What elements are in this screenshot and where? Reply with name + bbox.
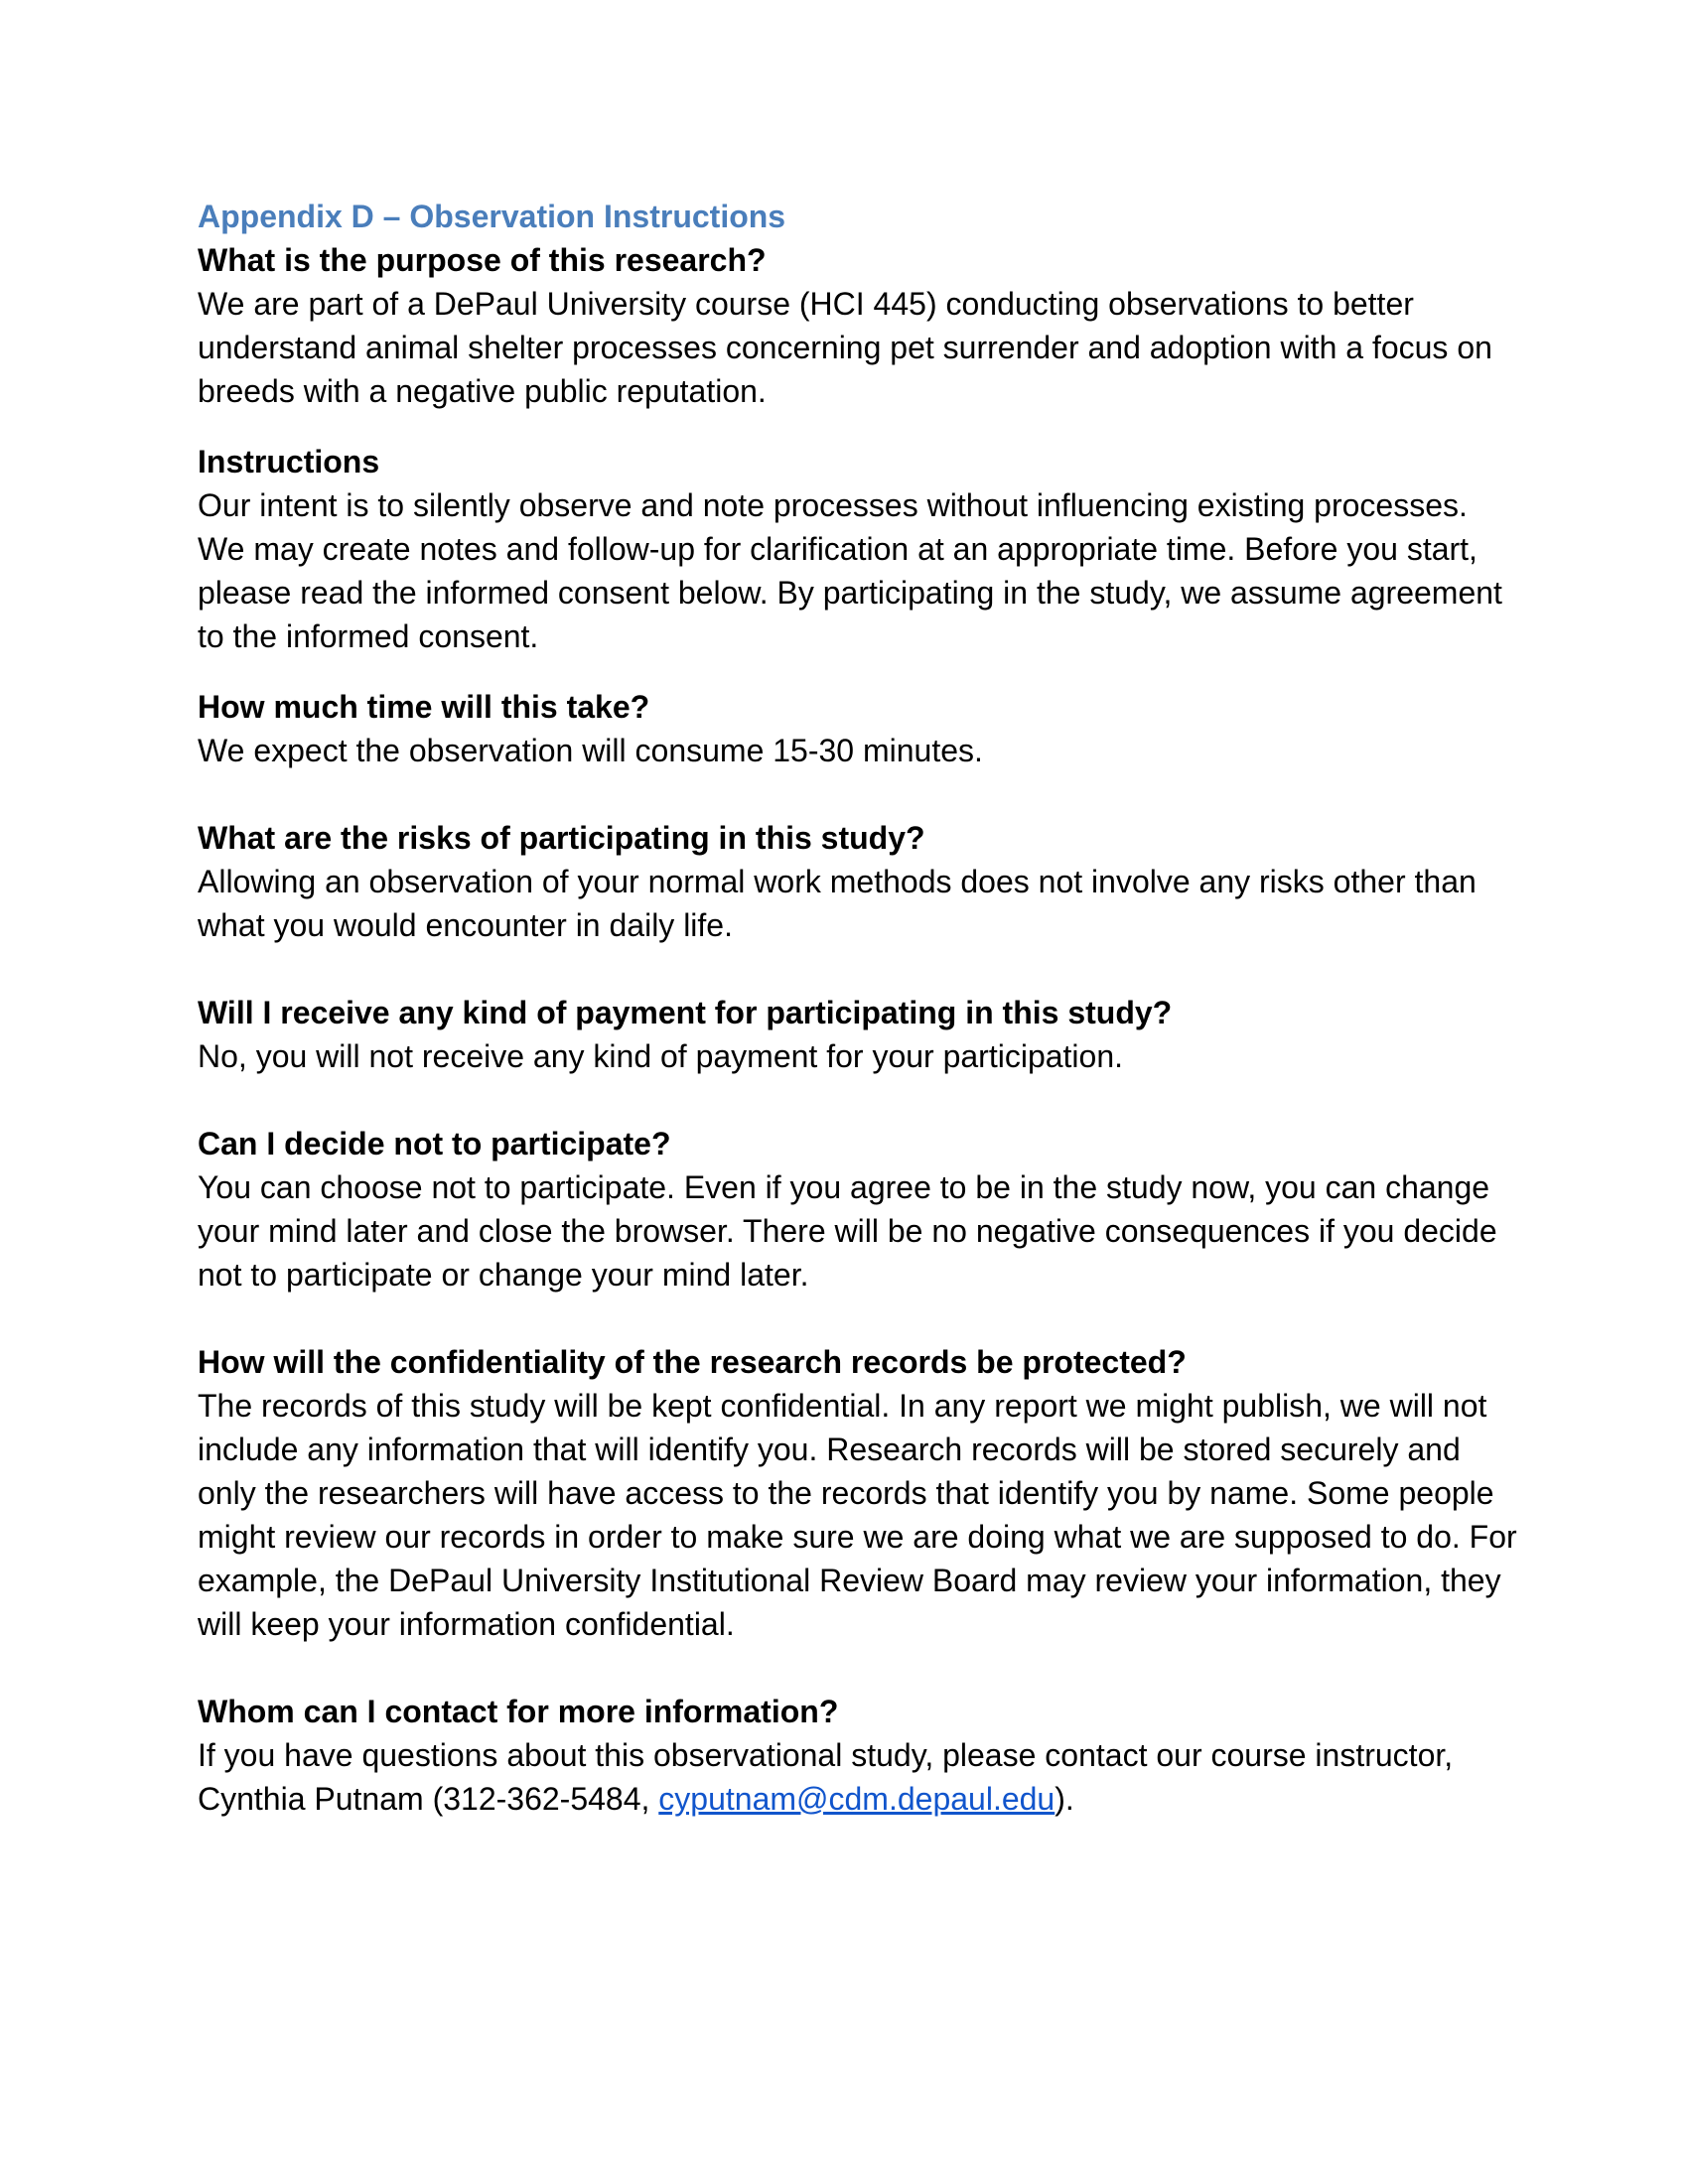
section-heading: How much time will this take? bbox=[198, 689, 650, 725]
section-heading: Can I decide not to participate? bbox=[198, 1126, 671, 1161]
section-heading: Will I receive any kind of payment for participating in this study? bbox=[198, 995, 1173, 1030]
document-page bbox=[198, 195, 1518, 1821]
section-body: Our intent is to silently observe and note processes without influencing existing processes. We may create notes and follow-up for clarification at an appropriate time. Before you start, please read the informed consent below. By participating in the study, we assume agreement to the informed consent. bbox=[198, 487, 1502, 654]
appendix-title: Appendix D – Observation Instructions bbox=[198, 199, 786, 234]
section-body: We are part of a DePaul University course (HCI 445) conducting observations to better understand animal shelter processes concerning pet surrender and adoption with a focus on breeds with a negative public reputation. bbox=[198, 286, 1492, 409]
section-heading: What are the risks of participating in this study? bbox=[198, 820, 925, 856]
contact-text-prefix: If you have questions about this observational study, please contact our course instructor, Cynthia Putnam (312-362-5484, bbox=[198, 1737, 1454, 1817]
section-purpose bbox=[198, 238, 1518, 413]
section-decide bbox=[198, 1122, 1518, 1297]
section-heading: How will the confidentiality of the research records be protected? bbox=[198, 1344, 1187, 1380]
section-payment bbox=[198, 991, 1518, 1078]
section-heading: Whom can I contact for more information? bbox=[198, 1694, 839, 1729]
section-heading: Instructions bbox=[198, 444, 380, 479]
section-body: You can choose not to participate. Even if you agree to be in the study now, you can change your mind later and close the browser. There will be no negative consequences if you decide not to participate or change your mind later. bbox=[198, 1169, 1497, 1293]
section-body: We expect the observation will consume 15-30 minutes. bbox=[198, 733, 983, 768]
section-time bbox=[198, 685, 1518, 772]
section-body: The records of this study will be kept confidential. In any report we might publish, we will not include any information that will identify you. Research records will be stored securely and only the researchers will have access to the records that identify you by name. Some people might review our records in order to make sure we are doing what we are supposed to do. For example, the DePaul University Institutional Review Board may review your information, they will keep your information confidential. bbox=[198, 1388, 1517, 1642]
section-risks bbox=[198, 816, 1518, 947]
section-confidentiality bbox=[198, 1340, 1518, 1646]
section-body bbox=[198, 1733, 1518, 1821]
section-heading: What is the purpose of this research? bbox=[198, 242, 767, 278]
section-instructions bbox=[198, 440, 1518, 658]
section-body: No, you will not receive any kind of payment for your participation. bbox=[198, 1038, 1124, 1074]
instructor-email-link[interactable]: cyputnam@cdm.depaul.edu bbox=[658, 1781, 1055, 1817]
contact-text-suffix: ). bbox=[1055, 1781, 1074, 1817]
section-contact bbox=[198, 1690, 1518, 1821]
section-body: Allowing an observation of your normal work methods does not involve any risks other than what you would encounter in daily life. bbox=[198, 864, 1477, 943]
